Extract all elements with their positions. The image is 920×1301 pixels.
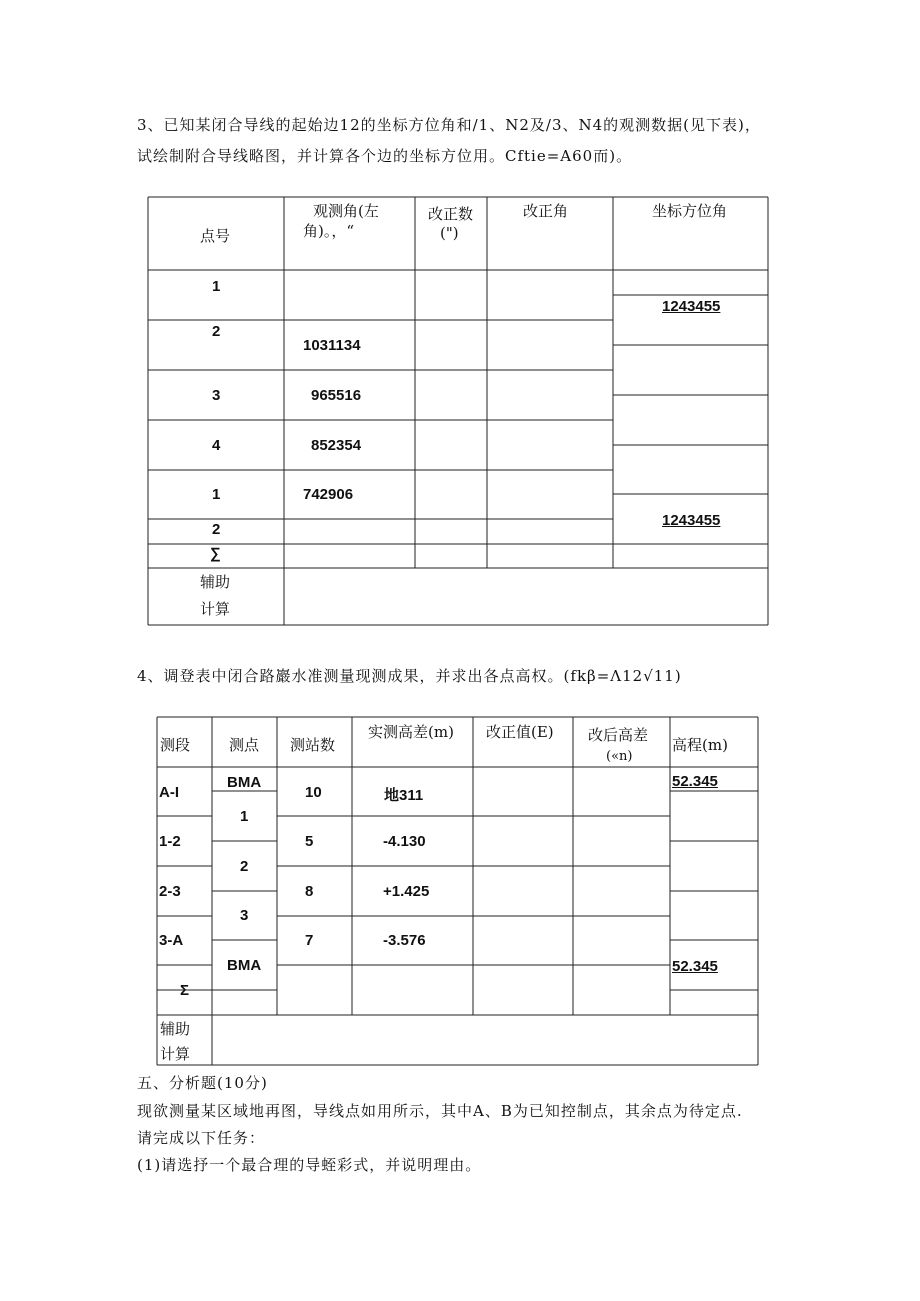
table2-point-2: 2 (240, 858, 249, 875)
table2-aux-1: 辅助 (160, 1020, 191, 1038)
table2-point-bma-start: BMA (227, 774, 262, 791)
table1-angle-3: 965516 (311, 387, 362, 404)
table2-stations-23: 8 (305, 883, 314, 900)
table2-stations-12: 5 (305, 833, 314, 850)
table1-header-point: 点号 (200, 227, 231, 245)
table2-header-correction: 改正值(E) (486, 723, 554, 741)
table2-diff-a1: 地311 (384, 787, 424, 804)
q5-title: 五、分析题(10分) (137, 1074, 268, 1092)
table2-header-segment: 测段 (160, 736, 191, 754)
table2-segment-a1: A-I (159, 784, 179, 801)
table2-header-corrected-1: 改后高差 (588, 726, 649, 744)
table1-aux-2: 计算 (200, 600, 231, 618)
table2-segment-3a: 3-A (159, 932, 184, 949)
table2-stations-a1: 10 (305, 784, 322, 801)
table2-header-measured: 实测高差(m) (368, 723, 454, 741)
table1-header-correction-1: 改正数 (428, 205, 474, 223)
table1-angle-2: 1031134 (303, 337, 361, 354)
table1-point-4: 4 (212, 437, 221, 454)
table2-point-3: 3 (240, 907, 249, 924)
table2-elev-end: 52.345 (672, 958, 718, 975)
table1-point-3: 3 (212, 387, 221, 404)
q5-line-1: 现欲测量某区域地再图，导线点如用所示，其中A、B为已知控制点，其余点为待定点. (137, 1102, 743, 1120)
table2-point-bma-end: BMA (227, 957, 262, 974)
table1-header-azimuth: 坐标方位角 (652, 202, 728, 220)
q3-line-2: 试绘制附合导线略图，并计算各个边的坐标方位用。Cftie=A60而)。 (137, 147, 633, 165)
table2-diff-3a: -3.576 (383, 932, 426, 949)
table2-segment-23: 2-3 (159, 883, 181, 900)
table1-aux-1: 辅助 (200, 573, 231, 591)
q5-line-2: 请完成以下任务： (137, 1129, 266, 1147)
table1-header-obs-angle-2: 角)。，“ (303, 222, 355, 240)
table2-segment-12: 1-2 (159, 833, 181, 850)
q3-line-1: 3、已知某闭合导线的起始边12的坐标方位角和/1、N2及/3、N4的观测数据(见下表)， (137, 116, 761, 134)
table2-header-corrected-2: («n) (606, 749, 633, 764)
table1-angle-4: 852354 (311, 437, 362, 454)
table2-header-point: 测点 (229, 736, 260, 754)
table1-point-1: 1 (212, 278, 221, 295)
table1-sum: ∑ (210, 545, 221, 562)
table2-diff-23: +1.425 (383, 883, 430, 900)
table1-header-correction-2: (") (440, 224, 459, 242)
table2-header-elevation: 高程(m) (672, 736, 728, 754)
table1-point-2: 2 (212, 323, 221, 340)
table1-azimuth-start: 1243455 (662, 298, 721, 315)
table2-header-stations: 测站数 (290, 736, 336, 754)
table1-point-2b: 2 (212, 521, 221, 538)
table1-point-1b: 1 (212, 486, 221, 503)
table2-aux-2: 计算 (160, 1045, 191, 1063)
table1-header-obs-angle-1: 观测角(左 (313, 202, 379, 220)
q5-line-3: (1)请选抒一个最合理的导蛭彩式，并说明理由。 (137, 1156, 482, 1174)
table2-point-1: 1 (240, 808, 249, 825)
table2-sum: Σ (180, 982, 190, 999)
table1-header-corrected: 改正角 (523, 202, 569, 220)
table2-diff-12: -4.130 (383, 833, 426, 850)
table2-stations-3a: 7 (305, 932, 314, 949)
table1-azimuth-end: 1243455 (662, 512, 721, 529)
table1-angle-1b: 742906 (303, 486, 354, 503)
q4-line: 4、调登表中闭合路巖水准测量现测成果，并求出各点高权。(fkβ=Λ12√11) (137, 667, 682, 685)
table2-elev-start: 52.345 (672, 773, 718, 790)
